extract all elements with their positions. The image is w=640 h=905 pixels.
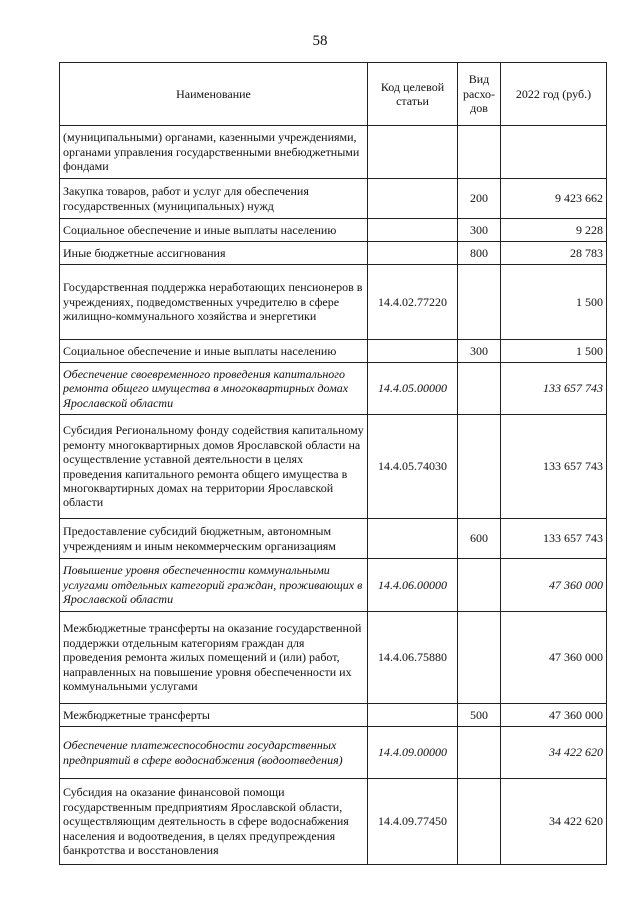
cell-name: Обеспечение своевременного проведения капитального ремонта общего имущества в многоквартирных домах Ярославской области (60, 363, 368, 415)
table-row (60, 704, 607, 727)
table-row (60, 559, 607, 612)
cell-code: 14.4.06.00000 (368, 559, 458, 612)
cell-code (368, 340, 458, 363)
cell-amount: 34 422 620 (501, 727, 607, 779)
cell-name: Обеспечение платежеспособности государственных предприятий в сфере водоснабжения (водоотведения) (60, 727, 368, 779)
cell-name: Закупка товаров, работ и услуг для обеспечения государственных (муниципальных) нужд (60, 179, 368, 219)
cell-type (458, 415, 501, 519)
cell-type: 600 (458, 519, 501, 559)
cell-code (368, 704, 458, 727)
cell-code (368, 179, 458, 219)
cell-code: 14.4.05.00000 (368, 363, 458, 415)
cell-name: Иные бюджетные ассигнования (60, 242, 368, 265)
cell-name: Социальное обеспечение и иные выплаты населению (60, 219, 368, 242)
cell-code (368, 219, 458, 242)
cell-type: 200 (458, 179, 501, 219)
cell-code: 14.4.09.77450 (368, 779, 458, 865)
table-row (60, 265, 607, 340)
cell-name: Государственная поддержка неработающих пенсионеров в учреждениях, подведомственных учредителю в сфере жилищно-коммунального хозяйства и энергетики (60, 265, 368, 340)
table-row (60, 363, 607, 415)
cell-type: 500 (458, 704, 501, 727)
cell-code: 14.4.09.00000 (368, 727, 458, 779)
table-row (60, 179, 607, 219)
cell-amount: 28 783 (501, 242, 607, 265)
cell-type: 300 (458, 340, 501, 363)
cell-code (368, 126, 458, 179)
cell-amount: 47 360 000 (501, 559, 607, 612)
cell-amount: 47 360 000 (501, 704, 607, 727)
cell-amount (501, 126, 607, 179)
cell-name: (муниципальными) органами, казенными учреждениями, органами управления государственными внебюджетными фондами (60, 126, 368, 179)
header-name: Наименование (60, 63, 368, 126)
cell-amount: 9 228 (501, 219, 607, 242)
cell-type (458, 265, 501, 340)
cell-name: Межбюджетные трансферты на оказание государственной поддержки отдельным категориям граждан для проведения ремонта жилых помещений и (или) работ, направленных на повышение уровня обеспеченности их коммунальными услугами (60, 612, 368, 704)
cell-amount: 1 500 (501, 265, 607, 340)
cell-amount: 133 657 743 (501, 519, 607, 559)
cell-code (368, 242, 458, 265)
cell-type (458, 126, 501, 179)
page-number: 58 (312, 33, 328, 49)
cell-type (458, 727, 501, 779)
table-row (60, 340, 607, 363)
cell-type (458, 612, 501, 704)
table-row (60, 779, 607, 865)
cell-type (458, 363, 501, 415)
header-code: Код целевой статьи (368, 63, 458, 126)
table-body (60, 126, 607, 865)
budget-table (59, 62, 607, 865)
cell-amount: 34 422 620 (501, 779, 607, 865)
cell-type (458, 779, 501, 865)
cell-name: Предоставление субсидий бюджетным, автономным учреждениям и иным некоммерческим организациям (60, 519, 368, 559)
cell-code: 14.4.06.75880 (368, 612, 458, 704)
table-row (60, 612, 607, 704)
cell-amount: 133 657 743 (501, 363, 607, 415)
table-row (60, 727, 607, 779)
header-amount: 2022 год (руб.) (501, 63, 607, 126)
cell-code: 14.4.05.74030 (368, 415, 458, 519)
cell-amount: 9 423 662 (501, 179, 607, 219)
table-row (60, 415, 607, 519)
cell-code: 14.4.02.77220 (368, 265, 458, 340)
table-row (60, 126, 607, 179)
cell-type (458, 559, 501, 612)
cell-amount: 1 500 (501, 340, 607, 363)
table-row (60, 242, 607, 265)
table-header (60, 63, 607, 126)
table-row (60, 519, 607, 559)
cell-type: 800 (458, 242, 501, 265)
header-type: Вид расхо-дов (458, 63, 501, 126)
cell-name: Повышение уровня обеспеченности коммунальными услугами отдельных категорий граждан, проживающих в Ярославской области (60, 559, 368, 612)
cell-name: Субсидия на оказание финансовой помощи государственным предприятиям Ярославской области, осуществляющим деятельность в сфере водоснабжения населения и водоотведения, в целях предупреждения банкротства и восстановления (60, 779, 368, 865)
cell-amount: 133 657 743 (501, 415, 607, 519)
cell-type: 300 (458, 219, 501, 242)
cell-name: Межбюджетные трансферты (60, 704, 368, 727)
cell-amount: 47 360 000 (501, 612, 607, 704)
cell-code (368, 519, 458, 559)
cell-name: Субсидия Региональному фонду содействия капитальному ремонту многоквартирных домов Ярославской области на осуществление уставной деятельности в целях проведения капитального ремонта общего имущества в многоквартирных домах на территории Ярославской области (60, 415, 368, 519)
cell-name: Социальное обеспечение и иные выплаты населению (60, 340, 368, 363)
table-row (60, 219, 607, 242)
